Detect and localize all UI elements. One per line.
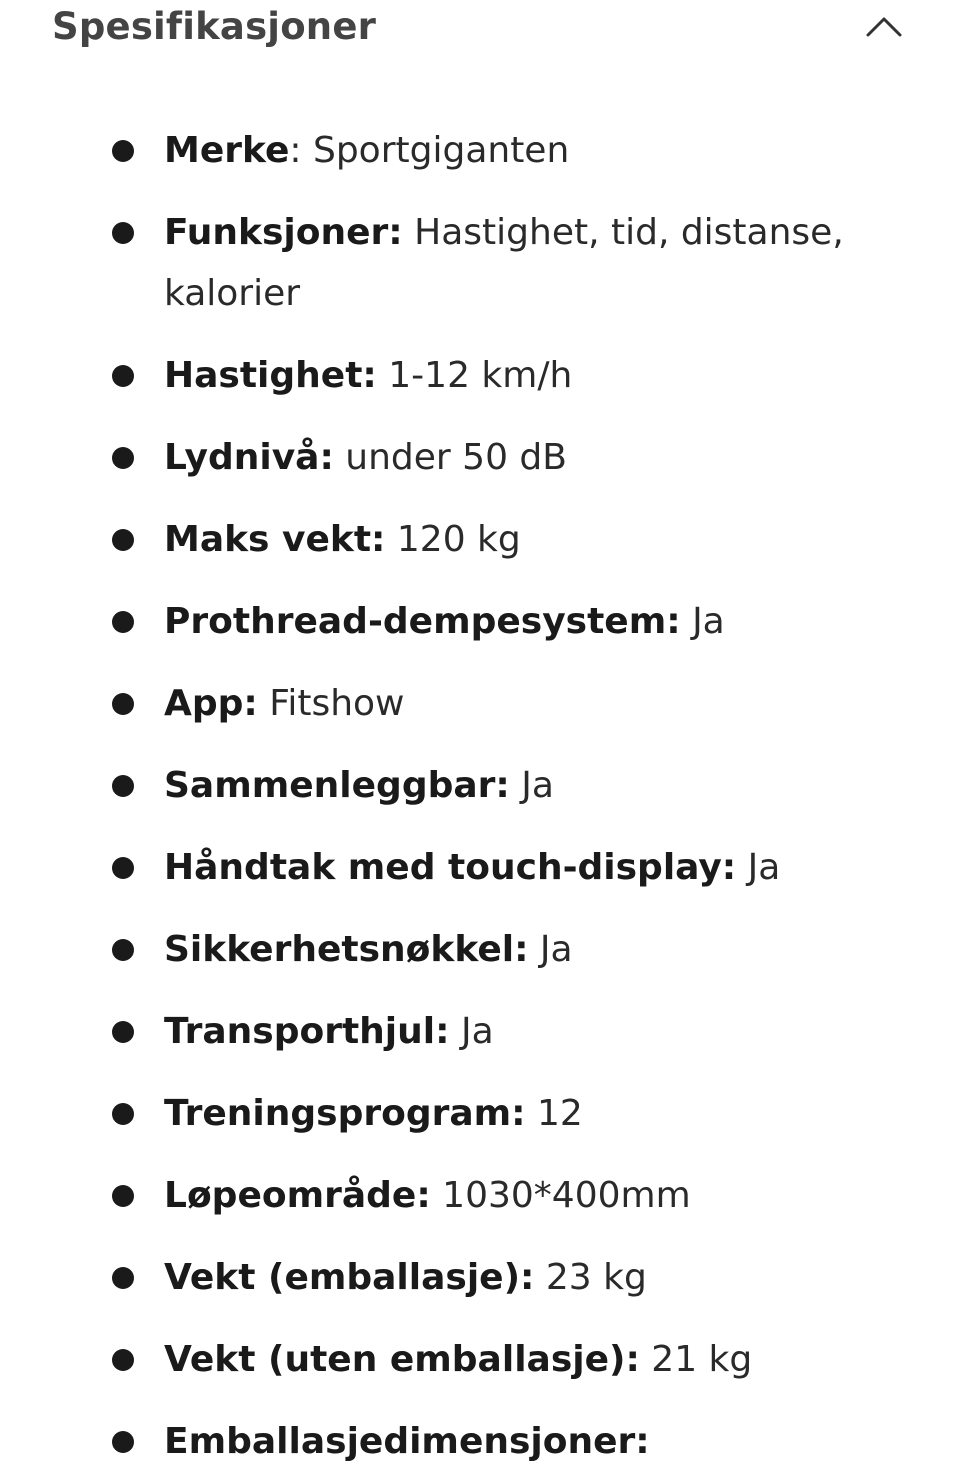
bullet-icon <box>112 1349 134 1371</box>
bullet-icon <box>112 365 134 387</box>
spec-text <box>164 1001 884 1062</box>
spec-value: Ja <box>509 765 554 806</box>
spec-label: Vekt (uten emballasje): <box>164 1339 640 1380</box>
bullet-icon <box>112 1267 134 1289</box>
spec-text <box>164 591 884 652</box>
spec-value: Hastighet, tid, distanse, kalorier <box>164 212 844 314</box>
bullet-icon <box>112 222 134 244</box>
spec-value: 1030*400mm <box>430 1175 691 1216</box>
spec-value: Fitshow <box>257 683 405 724</box>
spec-label: Merke <box>164 130 290 171</box>
bullet-icon <box>112 775 134 797</box>
spec-text <box>164 755 884 816</box>
spec-text <box>164 345 884 406</box>
spec-label: Transporthjul: <box>164 1011 450 1052</box>
spec-text <box>164 427 884 488</box>
spec-value: 21 kg <box>639 1339 753 1380</box>
spec-label: Maks vekt: <box>164 519 386 560</box>
spec-value: 120 kg <box>385 519 521 560</box>
spec-value: 23 kg <box>534 1257 647 1298</box>
bullet-icon <box>112 857 134 879</box>
bullet-icon <box>112 140 134 162</box>
spec-label: Håndtak med touch-display: <box>164 847 737 888</box>
spec-text <box>164 1411 884 1472</box>
bullet-icon <box>112 1021 134 1043</box>
spec-text <box>164 1083 884 1144</box>
spec-value: : Sportgiganten <box>289 130 570 171</box>
bullet-icon <box>112 939 134 961</box>
spec-label: Prothread-dempesystem: <box>164 601 681 642</box>
bullet-icon <box>112 1185 134 1207</box>
spec-label: Emballasjedimensjoner: <box>164 1421 650 1462</box>
bullet-icon <box>112 1431 134 1453</box>
spec-value: Ja <box>736 847 781 888</box>
spec-label: Løpeområde: <box>164 1175 431 1216</box>
spec-value: 1-12 km/h <box>376 355 573 396</box>
accordion-title: Spesifikasjoner <box>52 5 377 48</box>
spec-label: Sikkerhetsnøkkel: <box>164 929 529 970</box>
bullet-icon <box>112 611 134 633</box>
spec-label: Treningsprogram: <box>164 1093 526 1134</box>
bullet-icon <box>112 529 134 551</box>
spec-label: Lydnivå: <box>164 437 334 478</box>
spec-value: under 50 dB <box>333 437 567 478</box>
spec-label: Funksjoner: <box>164 212 403 253</box>
spec-text <box>164 509 884 570</box>
spec-text <box>164 1247 884 1308</box>
spec-label: Hastighet: <box>164 355 377 396</box>
spec-text <box>164 1329 884 1390</box>
bullet-icon <box>112 693 134 715</box>
spec-label: Sammenleggbar: <box>164 765 510 806</box>
bullet-icon <box>112 447 134 469</box>
spec-value: Ja <box>680 601 725 642</box>
spec-text <box>164 919 884 980</box>
spec-label: Vekt (emballasje): <box>164 1257 535 1298</box>
spec-value: Ja <box>449 1011 494 1052</box>
spec-text <box>164 120 884 181</box>
spec-text <box>164 1165 884 1226</box>
spec-text <box>164 837 884 898</box>
bullet-icon <box>112 1103 134 1125</box>
spec-text <box>164 202 864 324</box>
spec-value: Ja <box>528 929 573 970</box>
spec-label: App: <box>164 683 258 724</box>
spec-value: 12 <box>525 1093 583 1134</box>
spec-text <box>164 673 884 734</box>
